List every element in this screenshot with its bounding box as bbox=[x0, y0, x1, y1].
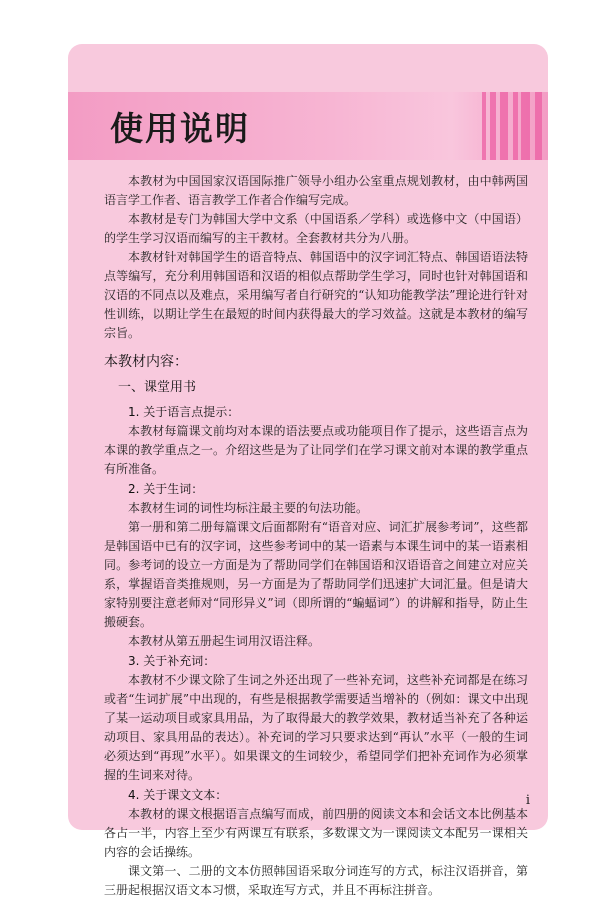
item-heading-text: 4. 关于课文文本： bbox=[128, 788, 228, 802]
item-paragraph: 本教材生词的词性均标注最主要的句法功能。 bbox=[128, 501, 369, 515]
part-heading: 一、课堂用书 bbox=[118, 380, 197, 395]
intro-paragraph: 本教材是专门为韩国大学中文系（中国语系／学科）或选修中文（中国语）的学生学习汉语而编写的主干教材。全套教材共分为八册。 bbox=[104, 212, 528, 245]
item-heading-vocab: 2. 关于生词： bbox=[128, 482, 204, 496]
item-paragraph: 第一册和第二册每篇课文后面都附有“语音对应、词汇扩展参考词”，这些都是韩国语中已有的汉字词，这些参考词中的某一语素与本课生词中的某一语素相同。参考词的设立一方面是为了帮助同学们在韩国语和汉语语音之间建立对应关系，掌握语音类推规则，另一方面是为了帮助同学们迅速扩大词汇量。但是请大家特别要注意老师对“同形异义”词（即所谓的“蝙蝠词”）的讲解和指导，防止生搬硬套。 bbox=[104, 520, 528, 629]
page-number: i bbox=[525, 793, 530, 808]
title-band bbox=[68, 92, 548, 160]
item-paragraph: 本教材每篇课文前均对本课的语法要点或功能项目作了提示，这些语言点为本课的教学重点之一。介绍这些是为了让同学们在学习课文前对本课的教学重点有所准备。 bbox=[104, 424, 528, 476]
item-paragraph: 本教材从第五册起生词用汉语注释。 bbox=[128, 634, 321, 648]
item-heading-grammar: 1. 关于语言点提示： bbox=[128, 405, 240, 419]
intro-paragraph: 本教材针对韩国学生的语音特点、韩国语中的汉字词汇特点、韩国语语法特点等编写，充分利用韩国语和汉语的相似点帮助学生学习，同时也针对韩国语和汉语的不同点以及难点，采用编写者自行研究的“认知功能教学法”理论进行针对性训练，以期让学生在最短的时间内获得最大的学习效益。这就是本教材的编写宗旨。 bbox=[104, 250, 528, 340]
item-heading-supplement: 3. 关于补充词： bbox=[128, 654, 216, 668]
page-card bbox=[68, 44, 548, 897]
content-body bbox=[104, 172, 528, 900]
decorative-stripes bbox=[478, 92, 548, 160]
item-paragraph: 课文第一、二册的文本仿照韩国语采取分词连写的方式，标注汉语拼音，第三册起根据汉语文本习惯，采取连写方式，并且不再标注拼音。 bbox=[104, 864, 528, 897]
page-title: 使用说明 bbox=[110, 109, 250, 148]
item-paragraph: 本教材不少课文除了生词之外还出现了一些补充词，这些补充词都是在练习或者“生词扩展”中出现的，有些是根据教学需要适当增补的（例如：课文中出现了某一运动项目或家具用品，为了取得最大的教学效果，教材适当补充了各种运动项目、家具用品的表达）。补充词的学习只要求达到“再认”水平（一般的生词必须达到“再现”水平）。如果课文的生词较少，希望同学们把补充词作为必须掌握的生词来对待。 bbox=[104, 673, 528, 782]
section-heading: 本教材内容： bbox=[104, 354, 188, 370]
item-paragraph: 本教材的课文根据语言点编写而成，前四册的阅读文本和会话文本比例基本各占一半，内容上至少有两课互有联系，多数课文为一课阅读文本配另一课相关内容的会话操练。 bbox=[104, 807, 528, 859]
intro-paragraph: 本教材为中国国家汉语国际推广领导小组办公室重点规划教材，由中韩两国语言学工作者、语言教学工作者合作编写完成。 bbox=[104, 174, 528, 207]
